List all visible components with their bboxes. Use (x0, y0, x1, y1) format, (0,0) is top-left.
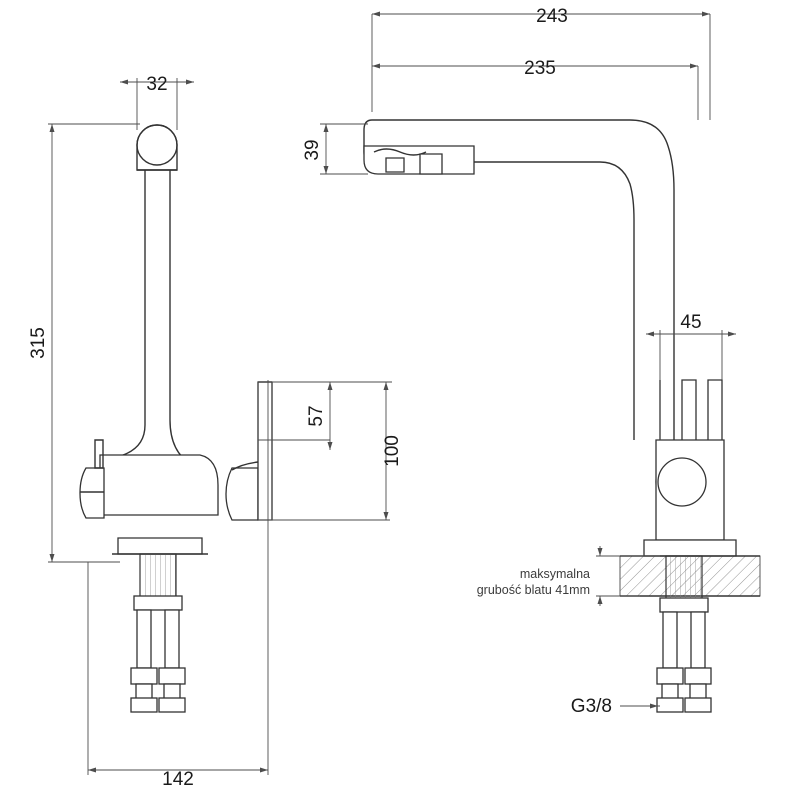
dimension-142 (88, 769, 268, 790)
dimension-39-label: 39 (302, 139, 323, 161)
dimension-235-label: 235 (524, 58, 556, 79)
dimension-39 (302, 124, 326, 174)
dimension-100 (330, 382, 403, 520)
left-view-reference-lines (48, 78, 390, 775)
dimension-315-label: 315 (28, 327, 49, 359)
dimension-235 (372, 58, 698, 79)
dimension-32 (120, 74, 194, 95)
worktop-note-line2: grubość blatu 41mm (476, 583, 590, 597)
worktop-note-line1: maksymalna (519, 567, 590, 581)
dimension-142-label: 142 (162, 769, 194, 790)
dimension-243-label: 243 (536, 6, 568, 27)
dimension-45 (646, 312, 736, 334)
dimension-243 (372, 6, 710, 27)
faucet-right-body (364, 120, 760, 712)
worktop-thickness-note (477, 546, 600, 606)
dimension-100-label: 100 (382, 435, 403, 467)
thread-callout-g38 (571, 696, 658, 717)
faucet-left-body (80, 125, 272, 712)
dimension-32-label: 32 (146, 74, 168, 95)
dimension-57-label: 57 (306, 405, 327, 427)
thread-callout-label: G3/8 (570, 696, 612, 717)
dimension-45-label: 45 (680, 312, 702, 333)
dimension-315 (28, 124, 52, 562)
